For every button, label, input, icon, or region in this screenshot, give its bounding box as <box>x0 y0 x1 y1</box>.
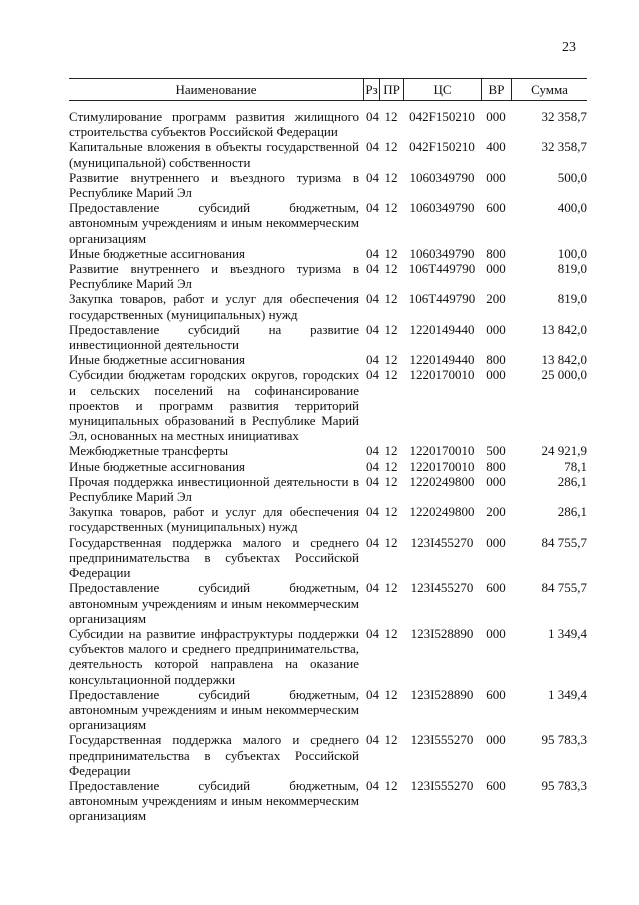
table-row <box>69 778 587 824</box>
cell-rz: 04 <box>366 443 379 459</box>
cell-sum: 95 783,3 <box>541 732 587 748</box>
cell-sum: 1 349,4 <box>548 686 587 702</box>
cell-sum: 500,0 <box>557 169 587 185</box>
header-pr: ПР <box>379 79 403 100</box>
cell-vr: 000 <box>486 732 506 748</box>
table-header <box>69 78 587 101</box>
cell-cs: 123I555270 <box>410 777 474 793</box>
cell-pr: 12 <box>384 732 398 748</box>
cell-name: Развитие внутреннего и въездного туризма в Республике Марий Эл <box>69 169 359 201</box>
cell-pr: 12 <box>384 291 398 307</box>
cell-pr: 12 <box>384 686 398 702</box>
cell-cs: 1220249800 <box>409 504 475 520</box>
table-row <box>69 170 587 200</box>
cell-pr: 12 <box>384 443 398 459</box>
table-row <box>69 109 587 139</box>
table-row <box>69 474 587 504</box>
table-row <box>69 367 587 443</box>
cell-name: Предоставление субсидий на развитие инвестиционной деятельности <box>69 321 359 353</box>
cell-cs: 123I455270 <box>410 580 474 596</box>
cell-name: Субсидии бюджетам городских округов, городских и сельских поселений на софинансирование проектов и программ развития территорий муниципальных образований в Республике Марий Эл, основанных на местных инициативах <box>69 367 359 444</box>
cell-rz: 04 <box>366 200 379 216</box>
cell-pr: 12 <box>384 261 398 277</box>
table-row <box>69 732 587 778</box>
cell-rz: 04 <box>366 777 379 793</box>
cell-pr: 12 <box>384 504 398 520</box>
cell-cs: 1220149440 <box>409 352 475 368</box>
cell-cs: 123I528890 <box>410 686 474 702</box>
cell-sum: 95 783,3 <box>541 777 587 793</box>
header-sum: Сумма <box>511 79 587 100</box>
cell-rz: 04 <box>366 139 379 155</box>
cell-sum: 84 755,7 <box>541 580 587 596</box>
cell-vr: 800 <box>486 458 506 474</box>
cell-vr: 600 <box>486 200 506 216</box>
cell-pr: 12 <box>384 245 398 261</box>
cell-vr: 600 <box>486 580 506 596</box>
cell-rz: 04 <box>366 580 379 596</box>
cell-name: Государственная поддержка малого и среднего предпринимательства в субъектах Российской Федерации <box>69 534 359 581</box>
table-row <box>69 261 587 291</box>
cell-pr: 12 <box>384 367 398 383</box>
cell-rz: 04 <box>366 473 379 489</box>
cell-name: Межбюджетные трансферты <box>69 443 229 459</box>
table-row <box>69 535 587 581</box>
header-rz: Рз <box>363 79 379 100</box>
cell-pr: 12 <box>384 169 398 185</box>
table-row <box>69 246 587 261</box>
cell-name: Предоставление субсидий бюджетным, автономным учреждениям и иным некоммерческим организациям <box>69 200 359 246</box>
table-row <box>69 459 587 474</box>
cell-cs: 123I455270 <box>410 534 474 550</box>
cell-pr: 12 <box>384 352 398 368</box>
header-name: Наименование <box>175 81 257 97</box>
cell-sum: 286,1 <box>557 504 587 520</box>
table-row <box>69 322 587 352</box>
cell-sum: 78,1 <box>564 458 587 474</box>
cell-cs: 1220170010 <box>409 458 475 474</box>
table-row <box>69 352 587 367</box>
table-row <box>69 687 587 733</box>
cell-vr: 000 <box>486 169 506 185</box>
cell-vr: 000 <box>486 367 506 383</box>
cell-vr: 200 <box>486 291 506 307</box>
cell-name: Субсидии на развитие инфраструктуры поддержки субъектов малого и среднего предпринимательства, деятельность которой направлена на оказание консультационной поддержки <box>69 625 359 687</box>
cell-rz: 04 <box>366 458 379 474</box>
cell-cs: 1220170010 <box>409 367 475 383</box>
cell-rz: 04 <box>366 109 379 124</box>
cell-cs: 1220170010 <box>409 443 475 459</box>
cell-rz: 04 <box>366 686 379 702</box>
cell-name: Закупка товаров, работ и услуг для обеспечения государственных (муниципальных) нужд <box>69 504 359 535</box>
cell-sum: 819,0 <box>557 261 587 277</box>
cell-cs: 1060349790 <box>409 200 475 216</box>
cell-vr: 000 <box>486 625 506 641</box>
cell-sum: 400,0 <box>557 200 587 216</box>
cell-vr: 000 <box>486 473 506 489</box>
cell-name: Предоставление субсидий бюджетным, автономным учреждениям и иным некоммерческим организациям <box>69 580 359 626</box>
cell-sum: 24 921,9 <box>541 443 587 459</box>
budget-table <box>69 78 587 824</box>
table-row <box>69 139 587 169</box>
cell-pr: 12 <box>384 777 398 793</box>
cell-name: Предоставление субсидий бюджетным, автономным учреждениям и иным некоммерческим организациям <box>69 777 359 824</box>
cell-sum: 25 000,0 <box>541 367 587 383</box>
cell-rz: 04 <box>366 732 379 748</box>
cell-pr: 12 <box>384 473 398 489</box>
cell-pr: 12 <box>384 580 398 596</box>
cell-vr: 800 <box>486 352 506 368</box>
cell-rz: 04 <box>366 367 379 383</box>
cell-rz: 04 <box>366 169 379 185</box>
table-row <box>69 580 587 626</box>
cell-vr: 200 <box>486 504 506 520</box>
cell-vr: 000 <box>486 261 506 277</box>
cell-cs: 042F150210 <box>409 109 475 124</box>
cell-rz: 04 <box>366 245 379 261</box>
cell-vr: 000 <box>486 534 506 550</box>
cell-cs: 1060349790 <box>409 169 475 185</box>
cell-rz: 04 <box>366 321 379 337</box>
cell-name: Развитие внутреннего и въездного туризма в Республике Марий Эл <box>69 261 359 292</box>
table-row <box>69 504 587 534</box>
cell-cs: 123I555270 <box>410 732 474 748</box>
cell-cs: 042F150210 <box>409 139 475 155</box>
cell-sum: 100,0 <box>557 245 587 261</box>
cell-rz: 04 <box>366 261 379 277</box>
cell-name: Прочая поддержка инвестиционной деятельности в Республике Марий Эл <box>69 473 359 505</box>
cell-sum: 286,1 <box>557 473 587 489</box>
cell-name: Государственная поддержка малого и среднего предпринимательства в субъектах Российской Федерации <box>69 732 359 778</box>
cell-vr: 000 <box>486 321 506 337</box>
cell-rz: 04 <box>366 352 379 368</box>
cell-rz: 04 <box>366 534 379 550</box>
cell-sum: 32 358,7 <box>541 139 587 155</box>
header-vr: ВР <box>481 79 511 100</box>
cell-name: Иные бюджетные ассигнования <box>69 352 246 368</box>
cell-sum: 1 349,4 <box>548 625 587 641</box>
cell-name: Капитальные вложения в объекты государственной (муниципальной) собственности <box>69 139 359 170</box>
cell-cs: 106Т449790 <box>408 291 476 307</box>
cell-name: Закупка товаров, работ и услуг для обеспечения государственных (муниципальных) нужд <box>69 291 359 322</box>
cell-sum: 13 842,0 <box>541 352 587 368</box>
page-number: 23 <box>562 40 576 55</box>
table-row <box>69 626 587 687</box>
cell-pr: 12 <box>384 321 398 337</box>
table-row <box>69 200 587 246</box>
table-row <box>69 443 587 458</box>
cell-cs: 1060349790 <box>409 245 475 261</box>
cell-vr: 500 <box>486 443 506 459</box>
cell-rz: 04 <box>366 504 379 520</box>
cell-rz: 04 <box>366 291 379 307</box>
cell-cs: 1220149440 <box>409 321 475 337</box>
cell-pr: 12 <box>384 109 398 124</box>
cell-cs: 123I528890 <box>410 625 474 641</box>
cell-pr: 12 <box>384 458 398 474</box>
cell-name: Иные бюджетные ассигнования <box>69 245 246 261</box>
cell-pr: 12 <box>384 139 398 155</box>
cell-name: Предоставление субсидий бюджетным, автономным учреждениям и иным некоммерческим организациям <box>69 686 359 733</box>
cell-pr: 12 <box>384 534 398 550</box>
table-body <box>69 109 587 824</box>
cell-sum: 32 358,7 <box>541 109 587 124</box>
cell-vr: 600 <box>486 777 506 793</box>
cell-vr: 400 <box>486 139 506 155</box>
cell-cs: 106Т449790 <box>408 261 476 277</box>
cell-sum: 13 842,0 <box>541 321 587 337</box>
cell-name: Иные бюджетные ассигнования <box>69 458 246 474</box>
cell-sum: 84 755,7 <box>541 534 587 550</box>
cell-sum: 819,0 <box>557 291 587 307</box>
cell-pr: 12 <box>384 625 398 641</box>
cell-rz: 04 <box>366 625 379 641</box>
header-cs: ЦС <box>403 79 481 100</box>
cell-vr: 800 <box>486 245 506 261</box>
cell-name: Стимулирование программ развития жилищного строительства субъектов Российской Федерации <box>69 109 359 140</box>
cell-pr: 12 <box>384 200 398 216</box>
cell-cs: 1220249800 <box>409 473 475 489</box>
cell-vr: 000 <box>486 109 506 124</box>
cell-vr: 600 <box>486 686 506 702</box>
table-row <box>69 291 587 321</box>
